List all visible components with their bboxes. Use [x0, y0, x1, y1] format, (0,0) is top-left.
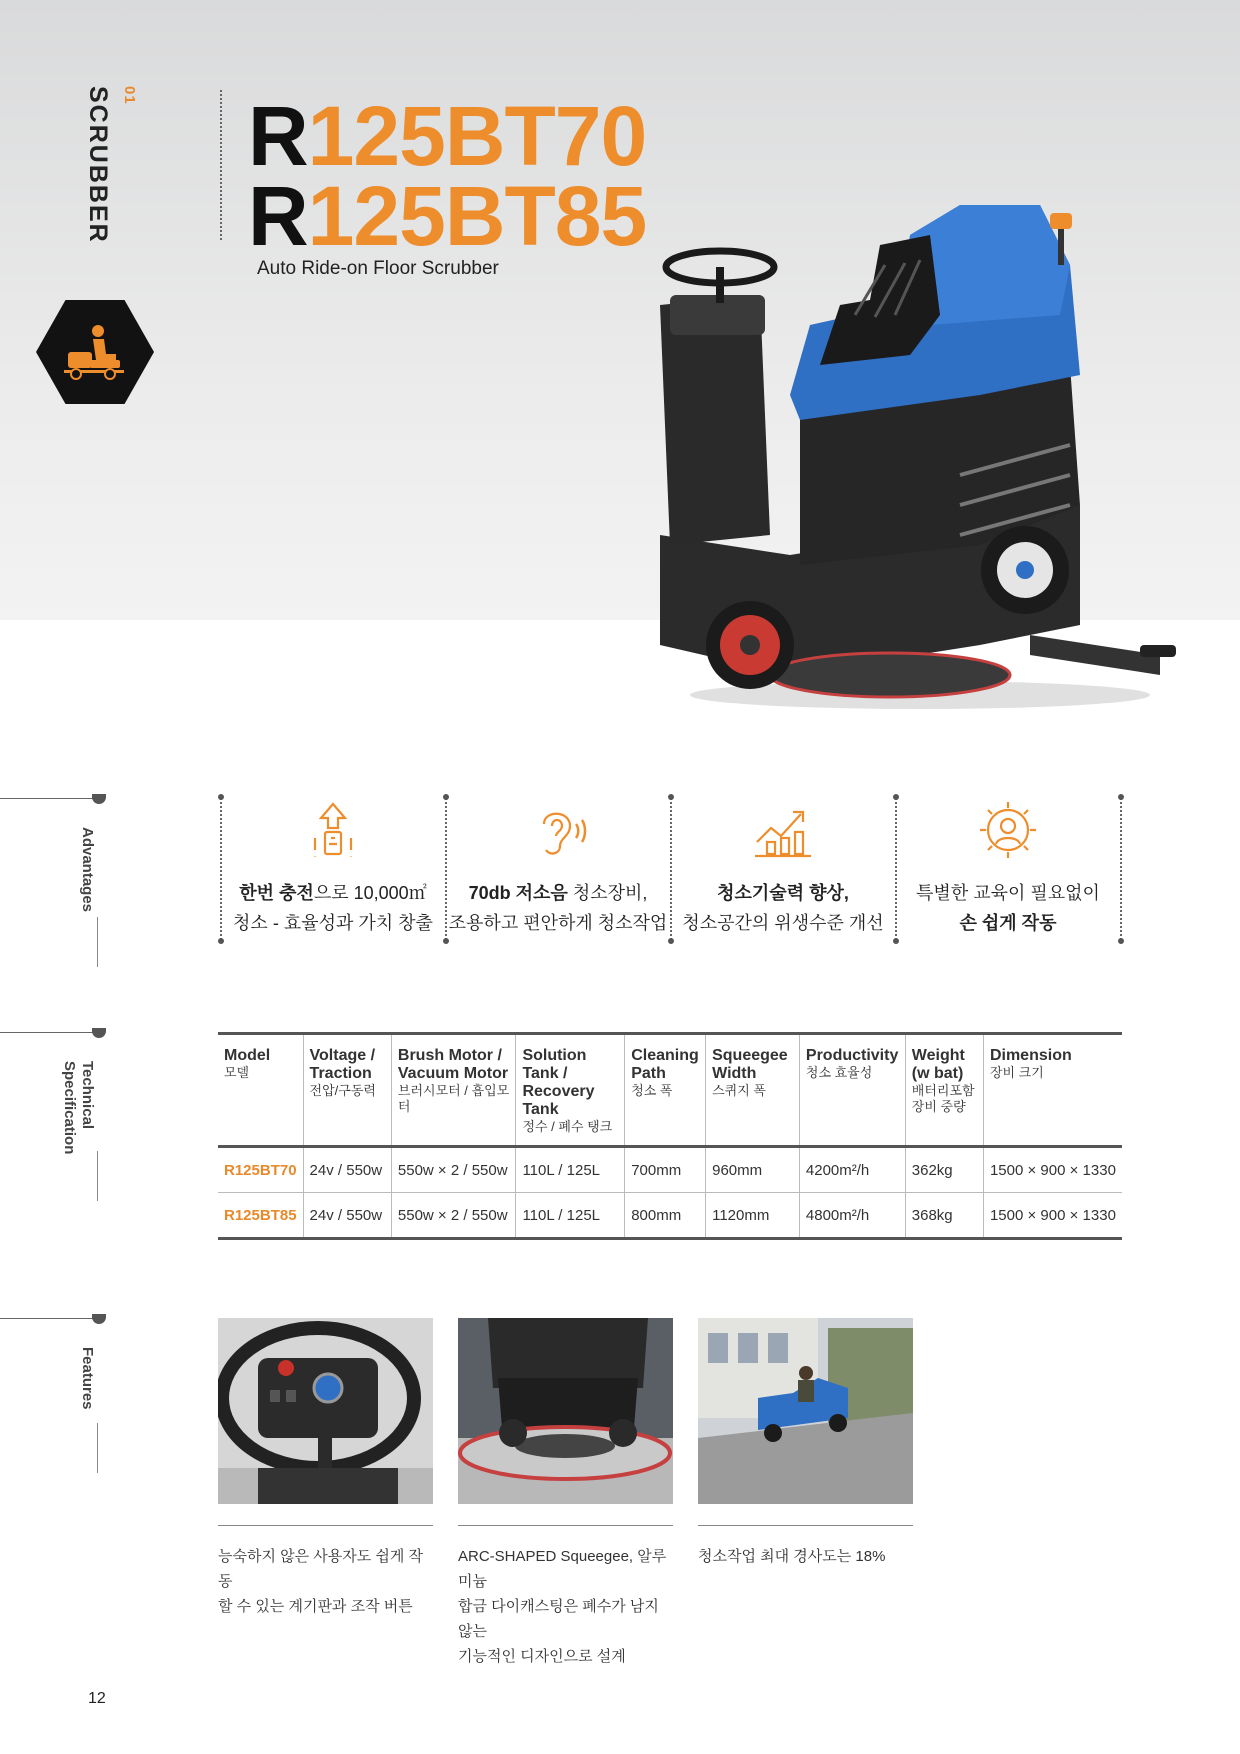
- table-row: [218, 1193, 1122, 1239]
- spec-header-cell: [391, 1034, 516, 1147]
- spec-cell: 800mm: [625, 1193, 706, 1239]
- spec-header-en: Squeegee Width: [712, 1047, 788, 1082]
- spec-header-cell: [905, 1034, 983, 1147]
- model-title-2-prefix: R: [248, 169, 308, 263]
- feature-caption-1: [218, 1544, 433, 1619]
- spec-cell: 110L / 125L: [516, 1193, 625, 1239]
- spec-header-ko: 청소 효율성: [805, 1065, 873, 1080]
- side-label-technical-line1: Technical: [79, 1061, 96, 1130]
- spec-header-en: Brush Motor / Vacuum Motor: [397, 1047, 509, 1082]
- spec-header-ko: 장비 크기: [989, 1065, 1044, 1080]
- side-label-advantages: [0, 798, 102, 913]
- spec-cell: 4200m²/h: [799, 1147, 905, 1193]
- spec-header-cell: [218, 1034, 303, 1147]
- advantage-text-2: [446, 878, 670, 938]
- advantage-item-2: [446, 798, 670, 938]
- product-image: [640, 205, 1180, 725]
- side-label-advantages-text: Advantages: [79, 827, 96, 913]
- spec-header-ko: 정수 / 폐수 탱크: [522, 1119, 613, 1134]
- side-label-dot: [92, 1314, 106, 1324]
- spec-header-en: Cleaning Path: [631, 1047, 699, 1082]
- spec-table: [218, 1032, 1122, 1240]
- spec-cell: 110L / 125L: [516, 1147, 625, 1193]
- spec-cell: 4800m²/h: [799, 1193, 905, 1239]
- side-label-features: [0, 1318, 102, 1410]
- spec-cell: 700mm: [625, 1147, 706, 1193]
- advantage-bold: 청소기술력 향상,: [717, 883, 849, 903]
- spec-header-cell: [799, 1034, 905, 1147]
- advantage-line-2: 청소공간의 위생수준 개선: [682, 913, 884, 933]
- spec-header-cell: [303, 1034, 391, 1147]
- title-divider: [220, 90, 222, 240]
- product-subtitle: Auto Ride-on Floor Scrubber: [257, 258, 499, 279]
- spec-table-header: [218, 1034, 1122, 1147]
- spec-cell: 368kg: [905, 1193, 983, 1239]
- model-title-1-prefix: R: [248, 89, 308, 183]
- advantage-line-1: [221, 878, 445, 908]
- adv-separator: [1120, 798, 1122, 940]
- advantage-text-3: [671, 878, 895, 938]
- advantages-row: [220, 798, 1120, 940]
- feature-caption-line: 할 수 있는 계기판과 조작 버튼: [218, 1598, 413, 1615]
- side-label-dot: [92, 1028, 106, 1038]
- advantage-line-2: 조용하고 편안하게 청소작업: [448, 913, 668, 933]
- spec-header-en: Weight (w bat): [911, 1047, 965, 1082]
- spec-cell: 550w × 2 / 550w: [391, 1147, 516, 1193]
- spec-cell: 1500 × 900 × 1330: [983, 1193, 1122, 1239]
- feature-caption-2: [458, 1544, 673, 1669]
- advantage-line-1: [896, 878, 1120, 908]
- page-number: 12: [88, 1690, 106, 1707]
- feature-caption-line: 기능적인 디자인으로 설계: [458, 1648, 626, 1665]
- spec-cell-model: R125BT85: [218, 1193, 303, 1239]
- side-label-technical: [0, 1032, 102, 1155]
- feature-caption-line: 합금 다이캐스팅은 폐수가 남지 않는: [458, 1598, 659, 1640]
- feature-item-3: [698, 1318, 913, 1569]
- spec-header-ko: 청소 폭: [631, 1083, 673, 1098]
- advantage-rest: 으로 10,000㎡: [313, 883, 427, 903]
- advantage-rest: 특별한 교육이 필요없이: [916, 883, 1100, 903]
- spec-header-cell: [516, 1034, 625, 1147]
- advantage-line-2: [896, 908, 1120, 938]
- spec-header-ko: 전압/구동력: [309, 1083, 376, 1098]
- spec-cell-model: R125BT70: [218, 1147, 303, 1193]
- spec-header-cell: [983, 1034, 1122, 1147]
- feature-item-2: [458, 1318, 673, 1669]
- advantage-bold: 70db 저소음: [468, 883, 568, 903]
- spec-cell: 1120mm: [706, 1193, 800, 1239]
- model-title-2: [248, 169, 647, 263]
- feature-caption-3: [698, 1544, 913, 1569]
- feature-caption-line: 능숙하지 않은 사용자도 쉽게 작동: [218, 1548, 424, 1590]
- advantage-rest: 청소장비,: [567, 883, 648, 903]
- spec-header-en: Model: [224, 1047, 271, 1064]
- advantage-bold: 한번 충전: [239, 883, 314, 903]
- advantage-line-1: [671, 878, 895, 908]
- ear-sound-icon: [526, 798, 590, 862]
- spec-header-cell: [625, 1034, 706, 1147]
- spec-cell: 24v / 550w: [303, 1193, 391, 1239]
- feature-caption-divider: [698, 1525, 913, 1526]
- spec-header-en: Dimension: [989, 1047, 1072, 1064]
- spec-header-ko: 브러시모터 / 흡입모터: [397, 1083, 510, 1114]
- spec-header-ko: 스퀴지 폭: [712, 1083, 766, 1098]
- spec-cell: 550w × 2 / 550w: [391, 1193, 516, 1239]
- advantage-text-4: [896, 878, 1120, 938]
- model-title-2-suffix: 125BT85: [307, 169, 647, 263]
- advantage-item-4: [896, 798, 1120, 938]
- charge-arrow-icon: [301, 798, 365, 862]
- feature-item-1: [218, 1318, 433, 1619]
- advantage-bold: 손 쉽게 작동: [959, 913, 1057, 933]
- spec-cell: 1500 × 900 × 1330: [983, 1147, 1122, 1193]
- table-row: [218, 1147, 1122, 1193]
- spec-header-en: Solution Tank / Recovery Tank: [522, 1047, 595, 1118]
- side-label-features-text: Features: [79, 1347, 96, 1410]
- section-name: SCRUBBER: [84, 86, 112, 244]
- growth-chart-icon: [751, 798, 815, 862]
- feature-caption-line: ARC-SHAPED Squeegee, 알루미늄: [458, 1548, 667, 1590]
- spec-header-en: Productivity: [805, 1047, 899, 1064]
- side-label-technical-line2: Specification: [61, 1061, 78, 1155]
- feature-caption-line: 청소작업 최대 경사도는 18%: [698, 1548, 886, 1565]
- model-title-1: [248, 89, 647, 183]
- feature-photo-slope: [698, 1318, 913, 1504]
- model-title-1-suffix: 125BT70: [307, 89, 647, 183]
- support-agent-icon: [976, 798, 1040, 862]
- feature-photo-squeegee: [458, 1318, 673, 1504]
- side-label-line: [97, 917, 98, 967]
- spec-header-ko: 배터리포함 장비 중량: [911, 1083, 975, 1114]
- spec-header-en: Voltage / Traction: [309, 1047, 376, 1082]
- ride-on-scrubber-icon: [60, 322, 130, 382]
- feature-photo-control-panel: [218, 1318, 433, 1504]
- advantage-item-3: [671, 798, 895, 938]
- section-number: 01: [121, 86, 138, 105]
- side-label-technical-text: [60, 1061, 96, 1154]
- side-label-dot: [92, 794, 106, 804]
- advantage-line-1: [446, 878, 670, 908]
- spec-cell: 362kg: [905, 1147, 983, 1193]
- spec-cell: 24v / 550w: [303, 1147, 391, 1193]
- spec-cell: 960mm: [706, 1147, 800, 1193]
- side-label-line: [97, 1151, 98, 1201]
- feature-caption-divider: [458, 1525, 673, 1526]
- spec-header-cell: [706, 1034, 800, 1147]
- feature-caption-divider: [218, 1525, 433, 1526]
- advantage-text-1: [221, 878, 445, 938]
- advantage-line-2: 청소 - 효율성과 가치 창출: [233, 913, 433, 933]
- spec-header-ko: 모델: [224, 1065, 250, 1080]
- advantage-item-1: [221, 798, 445, 938]
- side-label-line: [97, 1423, 98, 1473]
